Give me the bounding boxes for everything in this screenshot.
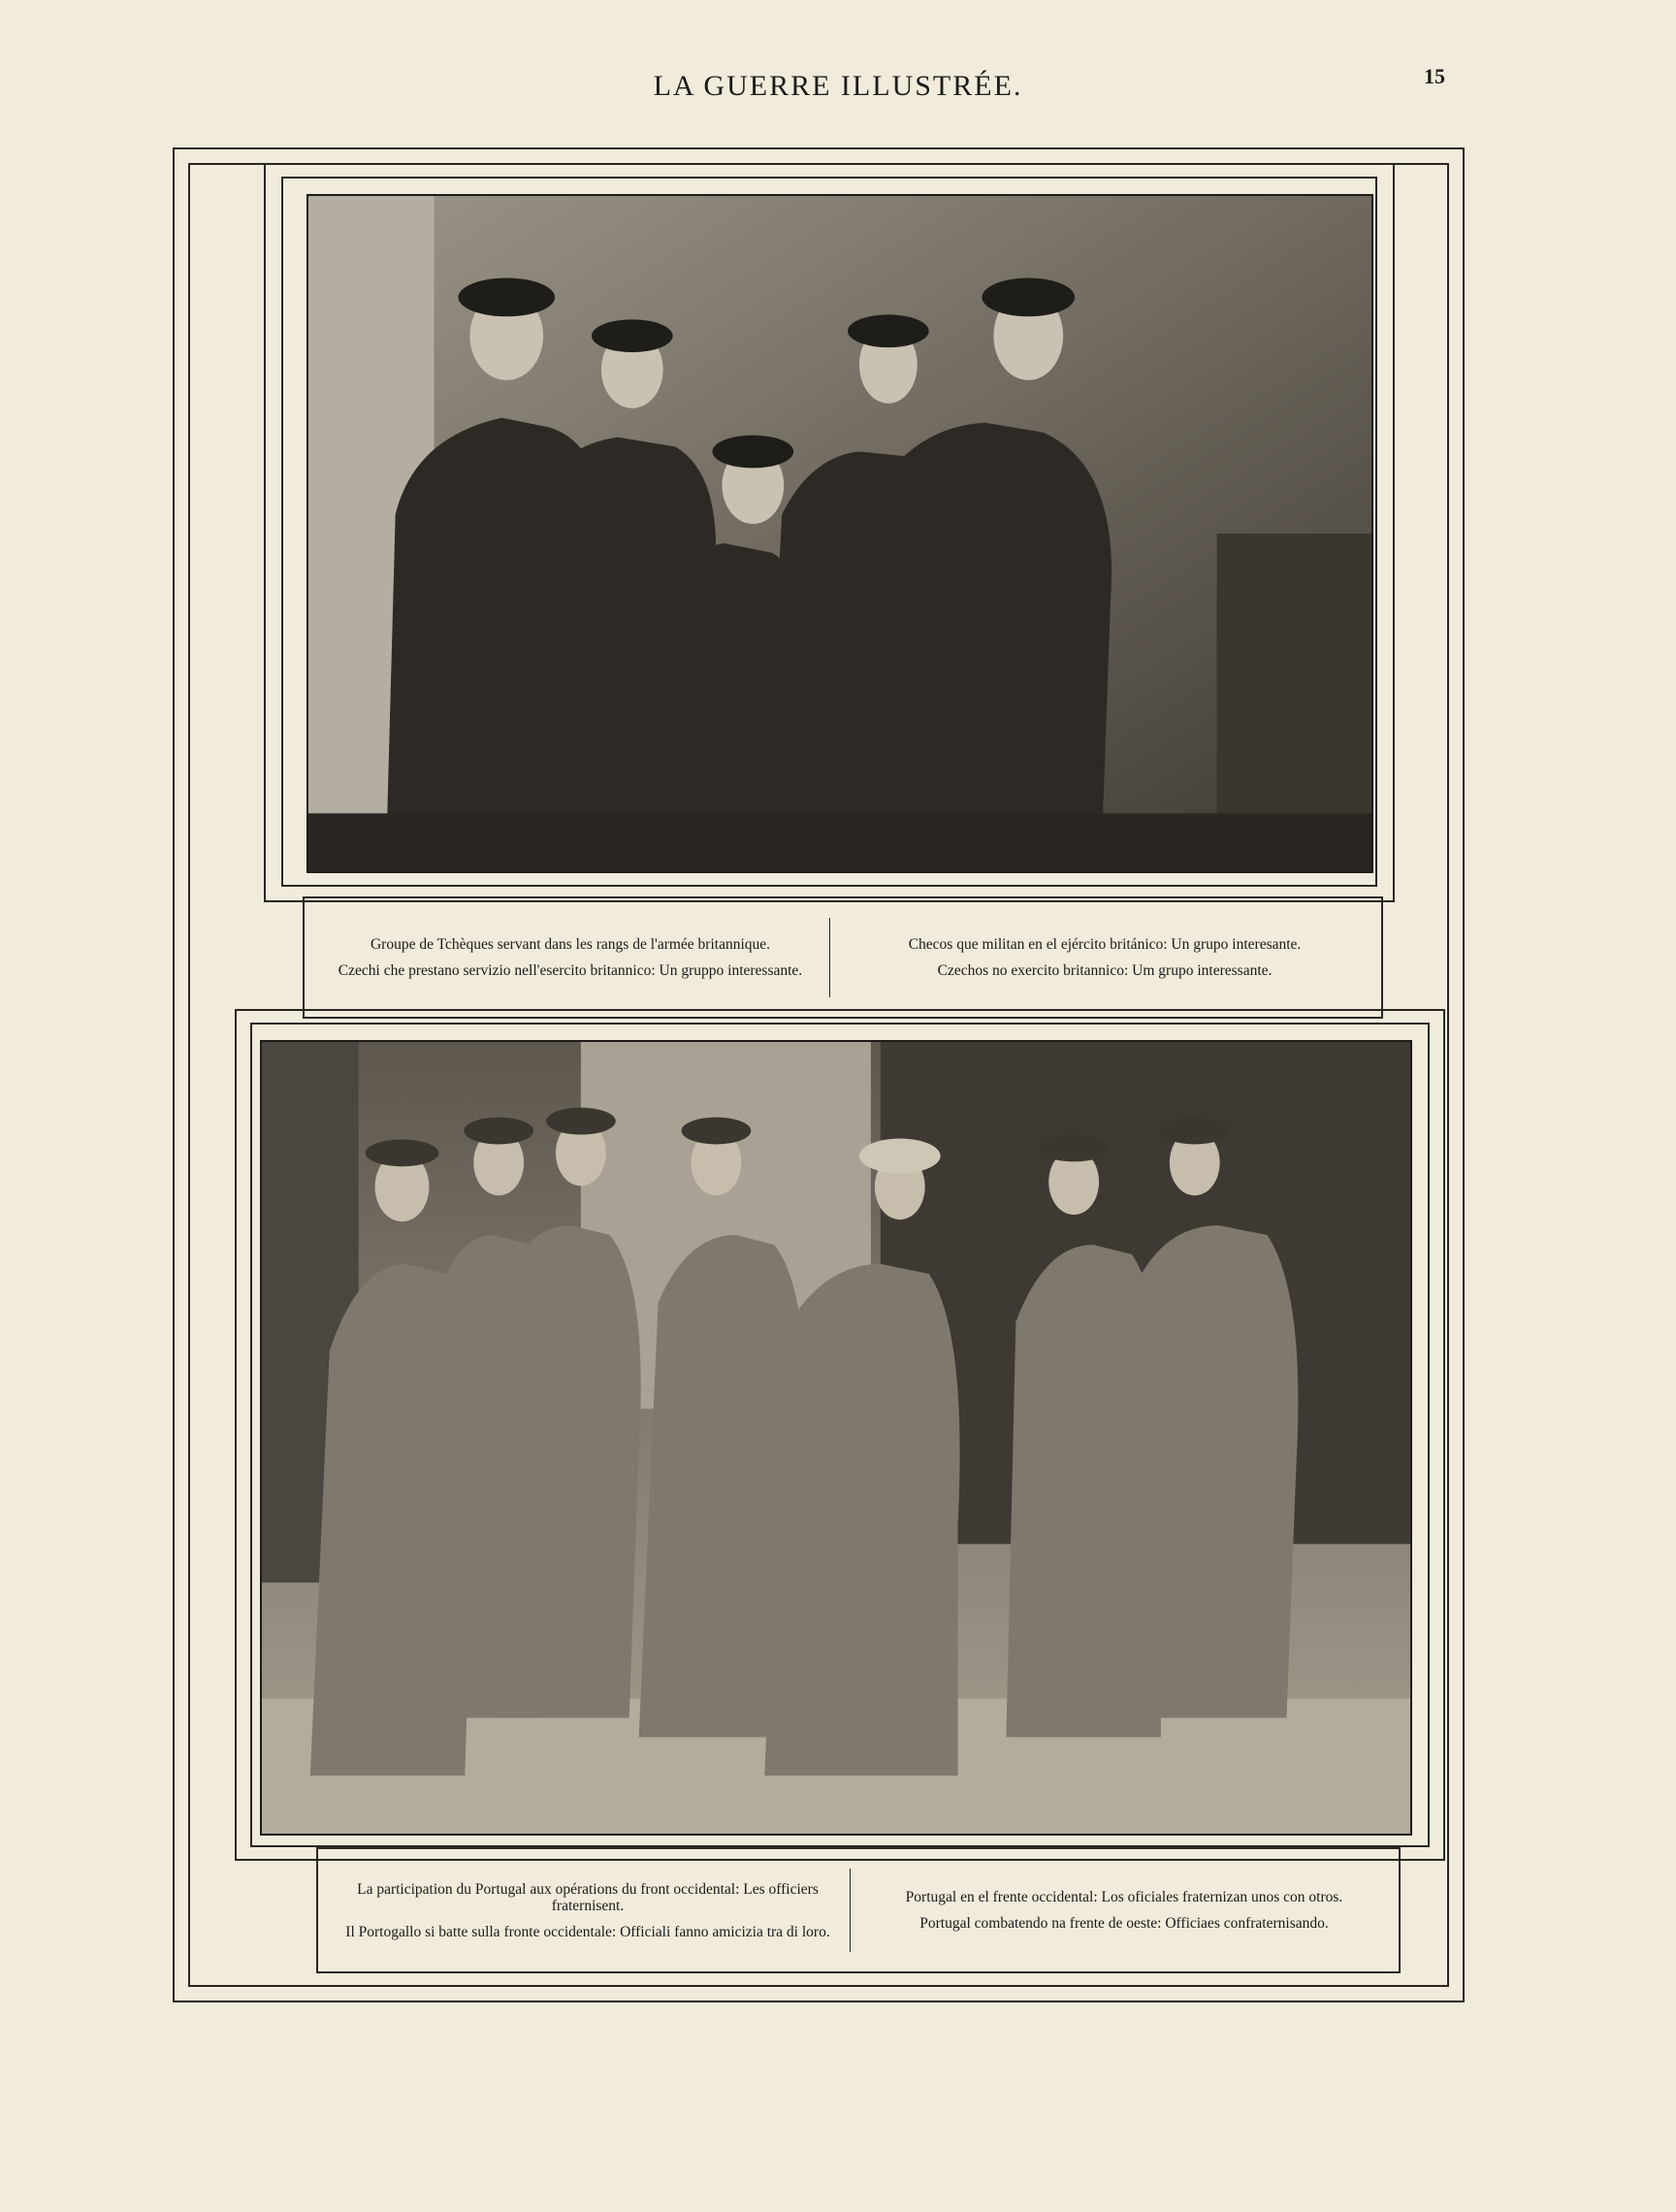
caption-right-column (867, 1849, 1381, 1971)
caption-box-czech-soldiers (303, 896, 1383, 1019)
caption-right-column (848, 898, 1362, 1017)
caption-left-column (318, 898, 822, 1017)
photo-czech-soldiers (306, 194, 1373, 873)
page-number: 15 (1424, 64, 1445, 88)
caption-french: La participation du Portugal aux opérations du front occidental: Les officiers fraternisent. (357, 1880, 819, 1914)
caption-divider (829, 918, 830, 997)
caption-box-portuguese-officers (316, 1847, 1401, 1973)
caption-french: Groupe de Tchèques servant dans les rangs de l'armée britannique. (370, 936, 771, 953)
caption-italian: Il Portogallo si batte sulla fronte occidentale: Officiali fanno amicizia tra di loro. (345, 1923, 830, 1940)
caption-spanish: Checos que militan en el ejército británico: Un grupo interesante. (908, 936, 1302, 953)
caption-divider (850, 1869, 851, 1952)
caption-portuguese: Portugal combatendo na frente de oeste: Officiaes confraternisando. (919, 1915, 1329, 1932)
caption-portuguese: Czechos no exercito britannico: Um grupo interessante. (937, 962, 1273, 979)
caption-italian: Czechi che prestano servizio nell'esercito britannico: Un gruppo interessante. (338, 962, 803, 979)
caption-left-column (336, 1849, 840, 1971)
photo-portuguese-officers (260, 1040, 1412, 1836)
caption-spanish: Portugal en el frente occidental: Los oficiales fraternizan unos con otros. (905, 1889, 1343, 1905)
page-header-title: LA GUERRE ILLUSTRÉE. (653, 70, 1023, 102)
